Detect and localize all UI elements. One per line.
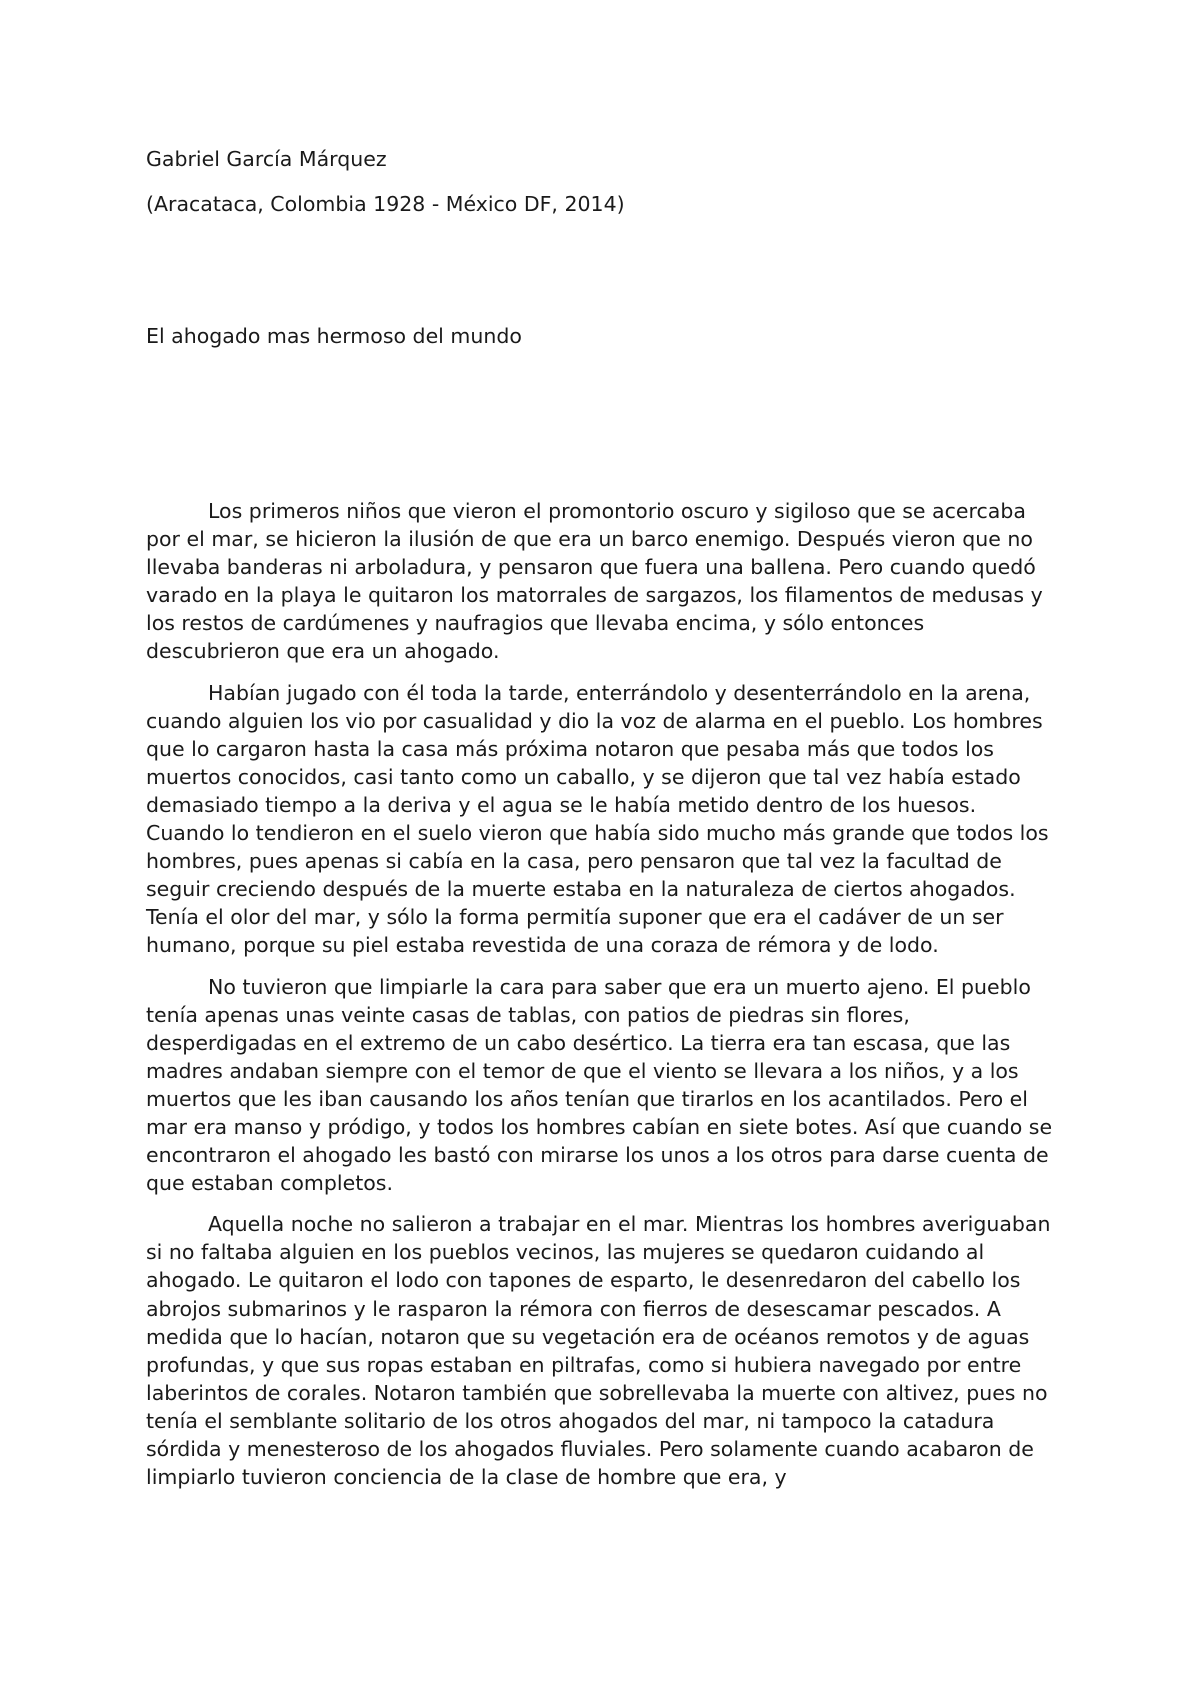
author-lifespan: (Aracataca, Colombia 1928 - México DF, 2014) bbox=[146, 192, 625, 216]
paragraph: Habían jugado con él toda la tarde, enterrándolo y desenterrándolo en la arena, cuando alguien los vio por casualidad y dio la voz de alarma en el pueblo. Los hombres que lo cargaron hasta la casa más próxima notaron que pesaba más que todos los muertos conocidos, casi tanto como un caballo, y se dijeron que tal vez había estado demasiado tiempo a la deriva y el agua se le había metido dentro de los huesos. Cuando lo tendieron en el suelo vieron que había sido mucho más grande que todos los hombres, pues apenas si cabía en la casa, pero pensaron que tal vez la facultad de seguir creciendo después de la muerte estaba en la naturaleza de ciertos ahogados. Tenía el olor del mar, y sólo la forma permitía suponer que era el cadáver de un ser humano, porque su piel estaba revestida de una coraza de rémora y de lodo. bbox=[146, 680, 1049, 958]
paragraph: No tuvieron que limpiarle la cara para saber que era un muerto ajeno. El pueblo tenía apenas unas veinte casas de tablas, con patios de piedras sin flores, desperdigadas en el extremo de un cabo desértico. La tierra era tan escasa, que las madres andaban siempre con el temor de que el viento se llevara a los niños, y a los muertos que les iban causando los años tenían que tirarlos en los acantilados. Pero el mar era manso y pródigo, y todos los hombres cabían en siete botes. Así que cuando se encontraron el ahogado les bastó con mirarse los unos a los otros para darse cuenta de que estaban completos. bbox=[146, 974, 1053, 1196]
paragraph: Aquella noche no salieron a trabajar en el mar. Mientras los hombres averiguaban si no faltaba alguien en los pueblos vecinos, las mujeres se quedaron cuidando al ahogado. Le quitaron el lodo con tapones de esparto, le desenredaron del cabello los abrojos submarinos y le rasparon la rémora con fierros de desescamar pescados. A medida que lo hacían, notaron que su vegetación era de océanos remotos y de aguas profundas, y que sus ropas estaban en piltrafas, como si hubiera navegado por entre laberintos de corales. Notaron también que sobrellevaba la muerte con altivez, pues no tenía el semblante solitario de los otros ahogados del mar, ni tampoco la catadura sórdida y menesteroso de los ahogados fluviales. Pero solamente cuando acabaron de limpiarlo tuvieron conciencia de la clase de hombre que era, y bbox=[146, 1212, 1051, 1490]
story-body bbox=[146, 497, 1058, 1504]
story-title: El ahogado mas hermoso del mundo bbox=[146, 324, 522, 348]
paragraph: Los primeros niños que vieron el promontorio oscuro y sigiloso que se acercaba por el mar, se hicieron la ilusión de que era un barco enemigo. Después vieron que no llevaba banderas ni arboladura, y pensaron que fuera una ballena. Pero cuando quedó varado en la playa le quitaron los matorrales de sargazos, los filamentos de medusas y los restos de cardúmenes y naufragios que llevaba encima, y sólo entonces descubrieron que era un ahogado. bbox=[146, 499, 1043, 664]
author-name: Gabriel García Márquez bbox=[146, 147, 387, 171]
